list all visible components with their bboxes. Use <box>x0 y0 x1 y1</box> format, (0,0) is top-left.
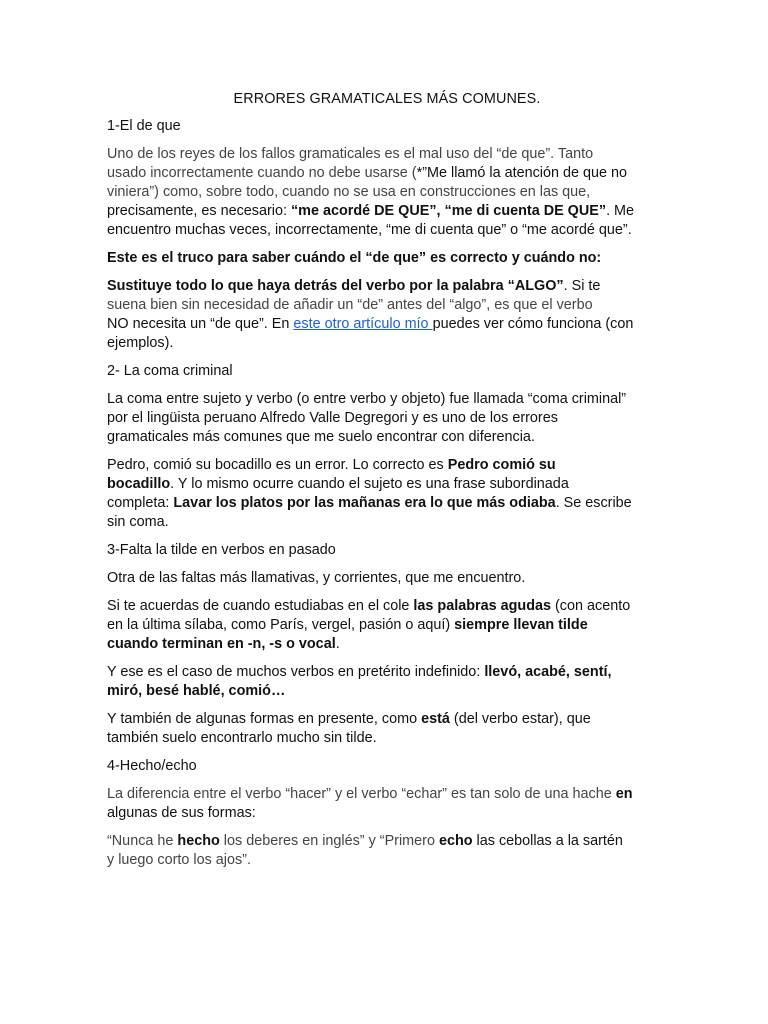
section-3-heading: 3-Falta la tilde en verbos en pasado <box>107 542 336 558</box>
section-3-paragraph-1: Otra de las faltas más llamativas, y corrientes, que me encuentro. <box>107 570 526 586</box>
section-1-paragraph-3: Sustituye todo lo que haya detrás del verbo por la palabra “ALGO”. Si te suena bien sin necesidad de añadir un “de” antes del “algo”, es que el verbo NO necesita un “de que”. En este otro artículo mío puedes ver cómo funciona (con ejemplos). <box>107 278 634 351</box>
document-title: ERRORES GRAMATICALES MÁS COMUNES. <box>233 91 541 107</box>
section-1-paragraph-1: Uno de los reyes de los fallos gramaticales es el mal uso del “de que”. Tanto usado incorrectamente cuando no debe usarse (*”Me llamó la atención de que no viniera”) como, sobre todo, cuando no se usa en construcciones en las que, precisamente, es necesario: “me acordé DE QUE”, “me di cuenta DE QUE”. Me encuentro muchas veces, incorrectamente, “me di cuenta que” o “me acordé que”. <box>107 146 635 238</box>
document-page <box>107 90 667 879</box>
section-2-paragraph-2: Pedro, comió su bocadillo es un error. Lo correcto es Pedro comió su bocadillo. Y lo mismo ocurre cuando el sujeto es una frase subordinada completa: Lavar los platos por las mañanas era lo que más odiaba. Se escribe sin coma. <box>107 457 632 530</box>
section-1-heading: 1-El de que <box>107 118 181 134</box>
section-2-heading: 2- La coma criminal <box>107 363 233 379</box>
section-3-paragraph-3: Y ese es el caso de muchos verbos en pretérito indefinido: llevó, acabé, sentí, miró, besé hablé, comió… <box>107 664 612 699</box>
section-3-paragraph-4: Y también de algunas formas en presente, como está (del verbo estar), que también suelo encontrarlo mucho sin tilde. <box>107 711 591 746</box>
section-3-paragraph-2: Si te acuerdas de cuando estudiabas en el cole las palabras agudas (con acento en la última sílaba, como París, vergel, pasión o aquí) siempre llevan tilde cuando terminan en -n, -s o vocal. <box>107 598 631 652</box>
section-2-paragraph-1: La coma entre sujeto y verbo (o entre verbo y objeto) fue llamada “coma criminal” por el lingüista peruano Alfredo Valle Degregori y es uno de los errores gramaticales más comunes que me suelo encontrar con diferencia. <box>107 391 627 445</box>
section-1-trick: Este es el truco para saber cuándo el “de que” es correcto y cuándo no: <box>107 250 602 266</box>
section-4-paragraph-2: “Nunca he hecho los deberes en inglés” y “Primero echo las cebollas a la sartén y luego corto los ajos”. <box>107 833 623 868</box>
article-link[interactable]: este otro artículo mío <box>293 316 433 332</box>
section-4-paragraph-1: La diferencia entre el verbo “hacer” y el verbo “echar” es tan solo de una hache en algunas de sus formas: <box>107 786 633 821</box>
section-4-heading: 4-Hecho/echo <box>107 758 197 774</box>
